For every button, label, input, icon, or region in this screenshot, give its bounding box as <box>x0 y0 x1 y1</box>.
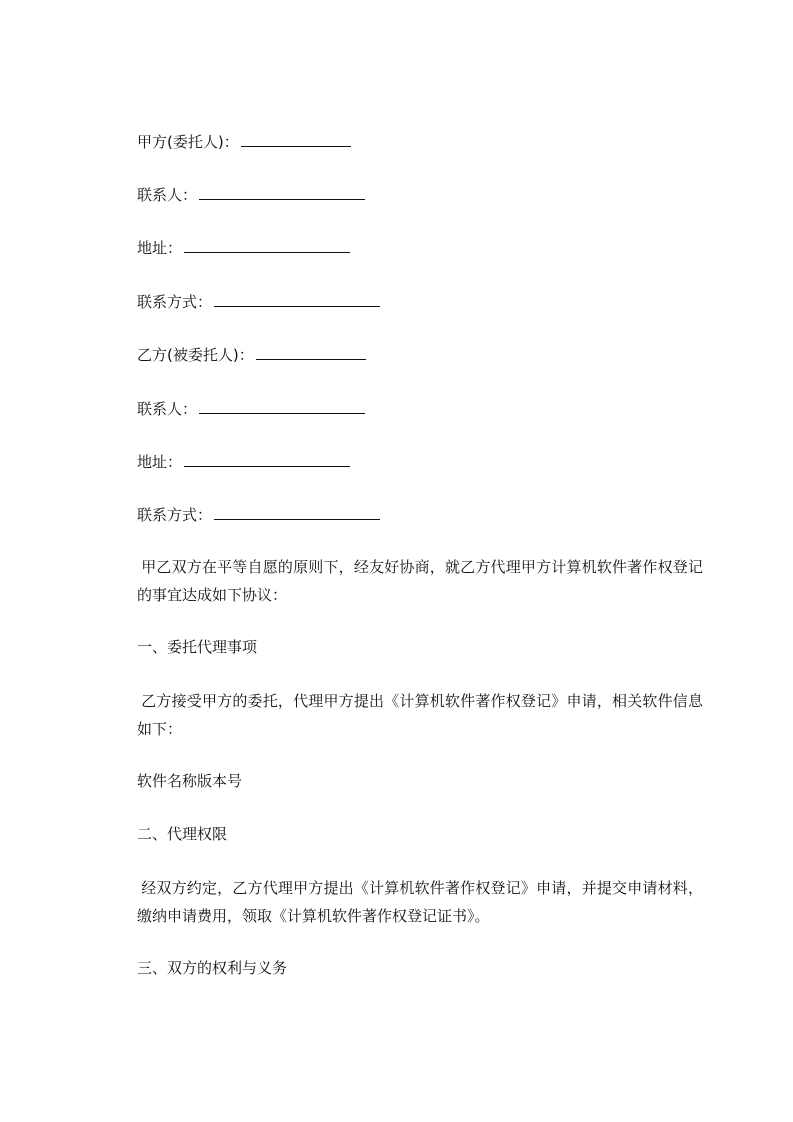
party-a-blank[interactable] <box>241 132 351 147</box>
intro-text: 甲乙双方在平等自愿的原则下，经友好协商，就乙方代理甲方计算机软件著作权登记的事宜达成如下协议： <box>137 558 703 604</box>
party-a-contact-blank[interactable] <box>199 185 365 200</box>
party-a-line <box>137 131 351 153</box>
party-b-phone-label: 联系方式： <box>137 506 213 524</box>
section2-paragraph <box>137 874 703 930</box>
party-b-phone-blank[interactable] <box>214 505 380 520</box>
party-a-contact-label: 联系人： <box>137 186 198 204</box>
section1-heading: 一、委托代理事项 <box>137 638 258 656</box>
section1-paragraph <box>137 687 703 743</box>
party-b-contact-line <box>137 398 365 420</box>
party-a-address-blank[interactable] <box>184 238 350 253</box>
intro-paragraph <box>137 553 703 609</box>
party-a-phone-blank[interactable] <box>214 292 380 307</box>
party-b-contact-blank[interactable] <box>199 399 365 414</box>
software-fields: 软件名称版本号 <box>137 772 243 790</box>
section1-body: 乙方接受甲方的委托，代理甲方提出《计算机软件著作权登记》申请，相关软件信息如下： <box>137 692 703 738</box>
section3-heading: 三、双方的权利与义务 <box>137 959 288 977</box>
section2-body: 经双方约定，乙方代理甲方提出《计算机软件著作权登记》申请，并提交申请材料，缴纳申请费用，领取《计算机软件著作权登记证书》。 <box>137 879 703 925</box>
party-a-address-label: 地址： <box>137 239 183 257</box>
party-b-phone-line <box>137 504 380 526</box>
party-b-line <box>137 344 366 366</box>
party-a-phone-label: 联系方式： <box>137 293 213 311</box>
party-b-address-line <box>137 451 350 473</box>
party-b-address-label: 地址： <box>137 453 183 471</box>
party-a-label: 甲方(委托人)： <box>137 133 239 151</box>
section2-heading: 二、代理权限 <box>137 825 228 843</box>
party-b-blank[interactable] <box>256 345 366 360</box>
party-b-address-blank[interactable] <box>184 452 350 467</box>
party-b-label: 乙方(被委托人)： <box>137 346 254 364</box>
party-b-contact-label: 联系人： <box>137 400 198 418</box>
party-a-phone-line <box>137 291 380 313</box>
party-a-address-line <box>137 237 350 259</box>
party-a-contact-line <box>137 184 365 206</box>
